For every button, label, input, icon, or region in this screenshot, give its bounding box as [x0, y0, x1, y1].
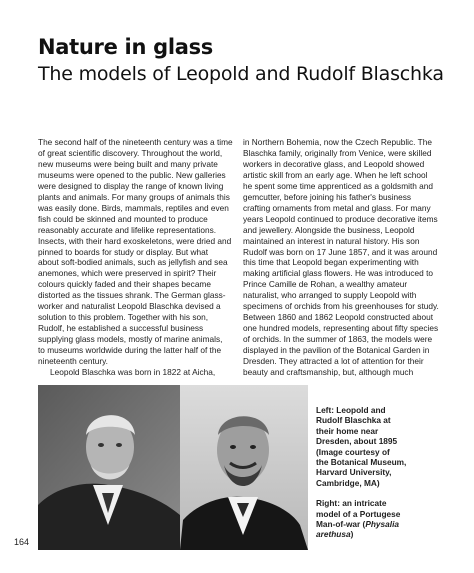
text-line: distorted as the tissues shrank. The German glass-: [38, 290, 226, 301]
text-line: of great scientific discovery. Throughout the world,: [38, 147, 223, 158]
portrait-photograph-illustration: [38, 385, 308, 550]
text-line: museums were opened to the public. New galleries: [38, 169, 226, 180]
text-line: worker and naturalist Leopold Blaschka devised a: [38, 301, 221, 312]
text-line: years Leopold continued to produce decorative items: [243, 213, 438, 224]
text-line: pinned to boards for study or display. But what: [38, 246, 209, 257]
species-name-continued: arethusa: [316, 529, 351, 540]
caption-line: Rudolf Blaschka at: [316, 415, 391, 426]
page-number: 164: [14, 537, 30, 547]
text-line: Rudolf, he established a successful business: [38, 323, 204, 334]
text-line: maintained an interest in natural history. His son: [243, 235, 420, 246]
caption-line: their home near: [316, 425, 379, 436]
caption-line: Dresden, about 1895: [316, 436, 398, 447]
caption-line: model of a Portugese: [316, 508, 401, 519]
text-line: artistic skill from an early age. When he left school: [243, 169, 428, 180]
caption-line: Left: Leopold and: [316, 405, 386, 415]
text-line: The second half of the nineteenth century was a time: [38, 137, 233, 147]
caption-line: (Image courtesy of: [316, 446, 390, 457]
caption-line: Cambridge, MA): [316, 477, 380, 488]
text-line: naturalist, who arranged to supply Leopold with: [243, 290, 417, 301]
right-text-column: [243, 137, 444, 378]
text-line: were designed to display the range of known living: [38, 180, 224, 191]
text-line: supplying glass models, mostly of marine animals,: [38, 334, 223, 345]
text-line: Between 1860 and 1862 Leopold constructed about: [243, 312, 434, 323]
text-line: and jewellery. Alongside the business, Leopold: [243, 224, 415, 235]
text-line: in Northern Bohemia, now the Czech Republic. The: [243, 137, 432, 147]
paragraph-intro: [38, 137, 242, 367]
figure-caption: [316, 405, 446, 550]
text-line: crafting ornaments from metal and glass. For many: [243, 202, 431, 213]
text-line: Leopold Blaschka was born in 1822 at Aicha,: [50, 367, 216, 378]
caption-text: Man-of-war (: [316, 519, 366, 530]
caption-close-paren: ): [350, 529, 354, 540]
text-line: Insects, with their hard exoskeletons, were dried and: [38, 235, 232, 246]
paragraph-biography-start: [38, 367, 242, 378]
text-line: this time that Leopold began experimenting with: [243, 257, 419, 268]
text-line: gemcutter, before joining his father's business: [243, 191, 412, 202]
text-line: solution to this problem. Together with his son,: [38, 312, 209, 323]
caption-line: Right: an intricate: [316, 498, 387, 509]
article-title: Nature in glass: [38, 35, 214, 59]
article-subtitle: The models of Leopold and Rudolf Blaschka: [38, 63, 444, 85]
text-line: about soft-bodied animals, such as jellyfish and sea: [38, 257, 228, 268]
text-line: new museums were being built and many private: [38, 158, 218, 169]
text-line: Blaschka family, originally from Venice, were skilled: [243, 147, 432, 158]
caption-line: the Botanical Museum,: [316, 457, 407, 468]
text-line: one hundred models, representing about fifty species: [243, 323, 439, 334]
text-line: beauty and craftsmanship, but, although much: [243, 367, 414, 378]
text-line: workers in decorative glass, and Leopold showed: [243, 158, 425, 169]
text-line: Prince Camille de Rohan, a wealthy amateur: [243, 279, 408, 290]
text-line: specimens of orchids from his greenhouses for study.: [243, 301, 439, 312]
text-line: reasonably accurate and lifelike representations.: [38, 224, 217, 235]
caption-right-photo: [316, 498, 446, 540]
text-line: was easily done. Birds, mammals, reptiles and even: [38, 202, 229, 213]
species-name: Physalia: [365, 519, 399, 530]
caption-line: [316, 519, 446, 529]
text-line: fish could be skinned and mounted to produce: [38, 213, 208, 224]
text-line: to museums worldwide during the latter half of the: [38, 345, 222, 356]
left-text-column: [38, 137, 242, 378]
text-line: colours quickly faded and their shapes became: [38, 279, 211, 290]
text-line: making artificial glass flowers. He was introduced to: [243, 268, 433, 279]
text-line: nineteenth century.: [38, 356, 108, 367]
caption-line: Harvard University,: [316, 467, 392, 478]
text-line: plants and animals. For many groups of animals this: [38, 191, 230, 202]
text-line: displayed in the pavilion of the Botanical Garden in: [243, 345, 430, 356]
text-line: of orchids. In the summer of 1863, the models were: [243, 334, 433, 345]
text-line: Rudolf was born on 17 June 1857, and it was around: [243, 246, 438, 257]
caption-line: [316, 529, 446, 539]
text-line: anemones, which were preserved in spirit? Their: [38, 268, 217, 279]
text-line: he spent some time apprenticed as a goldsmith and: [243, 180, 434, 191]
portrait-photograph: [38, 385, 308, 550]
text-line: Dresden. They attracted a lot of attention for their: [243, 356, 424, 367]
caption-left-photo: [316, 405, 446, 488]
paragraph-biography-continued: [243, 137, 444, 378]
